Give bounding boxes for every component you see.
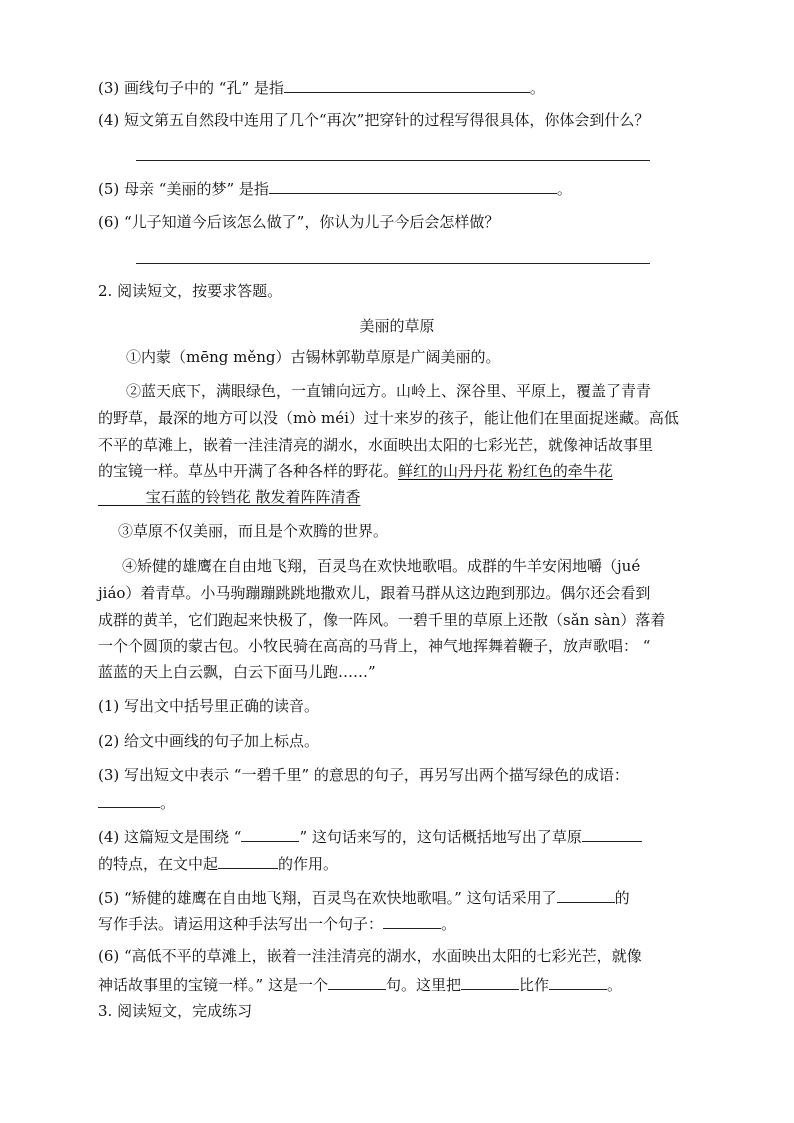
q2-sub5-line-1: [98, 886, 630, 908]
q2-sub4-line-2: [98, 852, 338, 874]
paragraph-4-line-3: 成群的黄羊，它们跑起来快极了，像一阵风。一碧千里的草原上还散（sǎn sàn）落着: [98, 611, 666, 629]
q1-sub6-answer-line[interactable]: [136, 263, 650, 264]
paragraph-2-line-3: 不平的草滩上，嵌着一洼洼清亮的湖水，水面映出太阳的七彩光芒，就像神话故事里: [98, 436, 654, 454]
q1-sub3-blank[interactable]: [284, 76, 530, 93]
paragraph-4-line-5: 蓝蓝的天上白云飘，白云下面马儿跑……”: [98, 663, 376, 681]
q1-sub3-text: (3) 画线句子中的 “孔” 是指: [98, 79, 284, 97]
q2-sub4-text-b: ” 这句话来写的，这句话概括地写出了草原: [299, 828, 582, 846]
q1-sub5-end: 。: [556, 180, 572, 198]
q2-sub5-line-2: [98, 912, 456, 934]
q2-sub4-blank-3[interactable]: [218, 852, 278, 869]
paragraph-2-line-5: [98, 487, 360, 507]
q2-sub5-text-a: (5) “矫健的雄鹰在自由地飞翔，百灵鸟在欢快地歌唱。” 这句话采用了: [98, 889, 557, 907]
q2-sub6-blank-2[interactable]: [461, 973, 519, 990]
q1-sub3-end: 。: [529, 79, 545, 97]
paragraph-4-line-2: jiáo）着青草。小马驹蹦蹦跳跳地撒欢儿，跟着马群从这边跑到那边。偶尔还会看到: [98, 584, 651, 602]
q2-sub5-blank-2[interactable]: [383, 912, 441, 929]
q2-sub5-text-c: 写作手法。请运用这种手法写出一个句子：: [98, 915, 384, 933]
q2-sub4-text-c: 的特点，在文中起: [98, 855, 219, 873]
q1-sub5-text: (5) 母亲 “美丽的梦” 是指: [98, 180, 269, 198]
q2-sub3-line-2: [98, 791, 175, 813]
q2-sub6-line-1: (6) “高低不平的草滩上，嵌着一洼洼清亮的湖水，水面映出太阳的七彩光芒，就像: [98, 947, 642, 965]
underlined-sentence-part-1: 鲜红的山丹丹花 粉红色的牵牛花: [398, 462, 613, 480]
q2-sub6-text-a: 神话故事里的宝镜一样。” 这是一个: [98, 976, 328, 994]
q2-sub6-line-2: [98, 973, 622, 995]
q2-sub4-blank-1[interactable]: [241, 825, 299, 842]
q2-sub6-text-d: 。: [606, 976, 622, 994]
q2-sub6-text-c: 比作: [518, 976, 549, 994]
paragraph-2-line-2: 的野草，最深的地方可以没（mò méi）过十来岁的孩子，能让他们在里面捉迷藏。高低: [98, 409, 679, 427]
q2-sub4-line-1: [98, 825, 642, 847]
underlined-sentence-part-2: 宝石蓝的铃铛花 散发着阵阵清香: [145, 488, 361, 506]
q2-sub5-text-d: 。: [441, 915, 457, 933]
q2-sub2: (2) 给文中画线的句子加上标点。: [98, 732, 320, 750]
q1-sub4-text: (4) 短文第五自然段中连用了几个“再次”把穿针的过程写得很具体，你体会到什么？: [98, 111, 650, 129]
paragraph-1: ①内蒙（mēng měng）古锡林郭勒草原是广阔美丽的。: [126, 348, 501, 366]
underlined-sentence-indent: [98, 488, 146, 506]
paragraph-2-line-4-text: 的宝镜一样。草丛中开满了各种各样的野花。: [98, 462, 399, 480]
q1-sub3: [98, 76, 545, 98]
q1-sub6: [98, 212, 499, 232]
q2-sub3-line-1: (3) 写出短文中表示 “一碧千里” 的意思的句子，再另写出两个描写绿色的成语：: [98, 766, 629, 784]
paragraph-2-line-4: [98, 461, 613, 481]
q2-heading: 2. 阅读短文，按要求答题。: [98, 282, 283, 300]
paragraph-4-line-1: ④矫健的雄鹰在自由地飞翔，百灵鸟在欢快地歌唱。成群的牛羊安闲地嚼（jué: [122, 557, 641, 575]
passage-title: 美丽的草原: [359, 317, 435, 335]
q2-sub6-text-b: 句。这里把: [385, 976, 461, 994]
q2-sub6-blank-1[interactable]: [328, 973, 386, 990]
q1-sub5-blank[interactable]: [269, 177, 557, 194]
paragraph-3: ③草原不仅美丽，而且是个欢腾的世界。: [118, 522, 389, 540]
q2-sub3-end: 。: [160, 794, 176, 812]
q2-sub5-text-b: 的: [614, 889, 630, 907]
q1-sub5: [98, 177, 572, 199]
q2-sub4-text-a: (4) 这篇短文是围绕 “: [98, 828, 242, 846]
paragraph-4-line-4: 一个个圆顶的蒙古包。小牧民骑在高高的马背上，神气地挥舞着鞭子，放声歌唱： “: [98, 637, 651, 655]
q2-sub1: (1) 写出文中括号里正确的读音。: [98, 697, 320, 715]
q2-sub4-blank-2[interactable]: [582, 825, 642, 842]
q2-sub4-text-d: 的作用。: [278, 855, 339, 873]
q1-sub6-text: (6) “儿子知道今后该怎么做了”，你认为儿子今后会怎样做？: [98, 213, 500, 231]
q3-heading: 3. 阅读短文，完成练习: [98, 1002, 253, 1020]
q1-sub4: [98, 110, 649, 130]
q2-sub6-blank-3[interactable]: [549, 973, 607, 990]
q1-sub4-answer-line[interactable]: [136, 160, 650, 161]
q2-sub5-blank-1[interactable]: [557, 886, 615, 903]
q2-sub3-blank[interactable]: [98, 791, 160, 808]
paragraph-2-line-1: ②蓝天底下，满眼绿色，一直铺向远方。山岭上、深谷里、平原上，覆盖了青青: [126, 382, 652, 400]
